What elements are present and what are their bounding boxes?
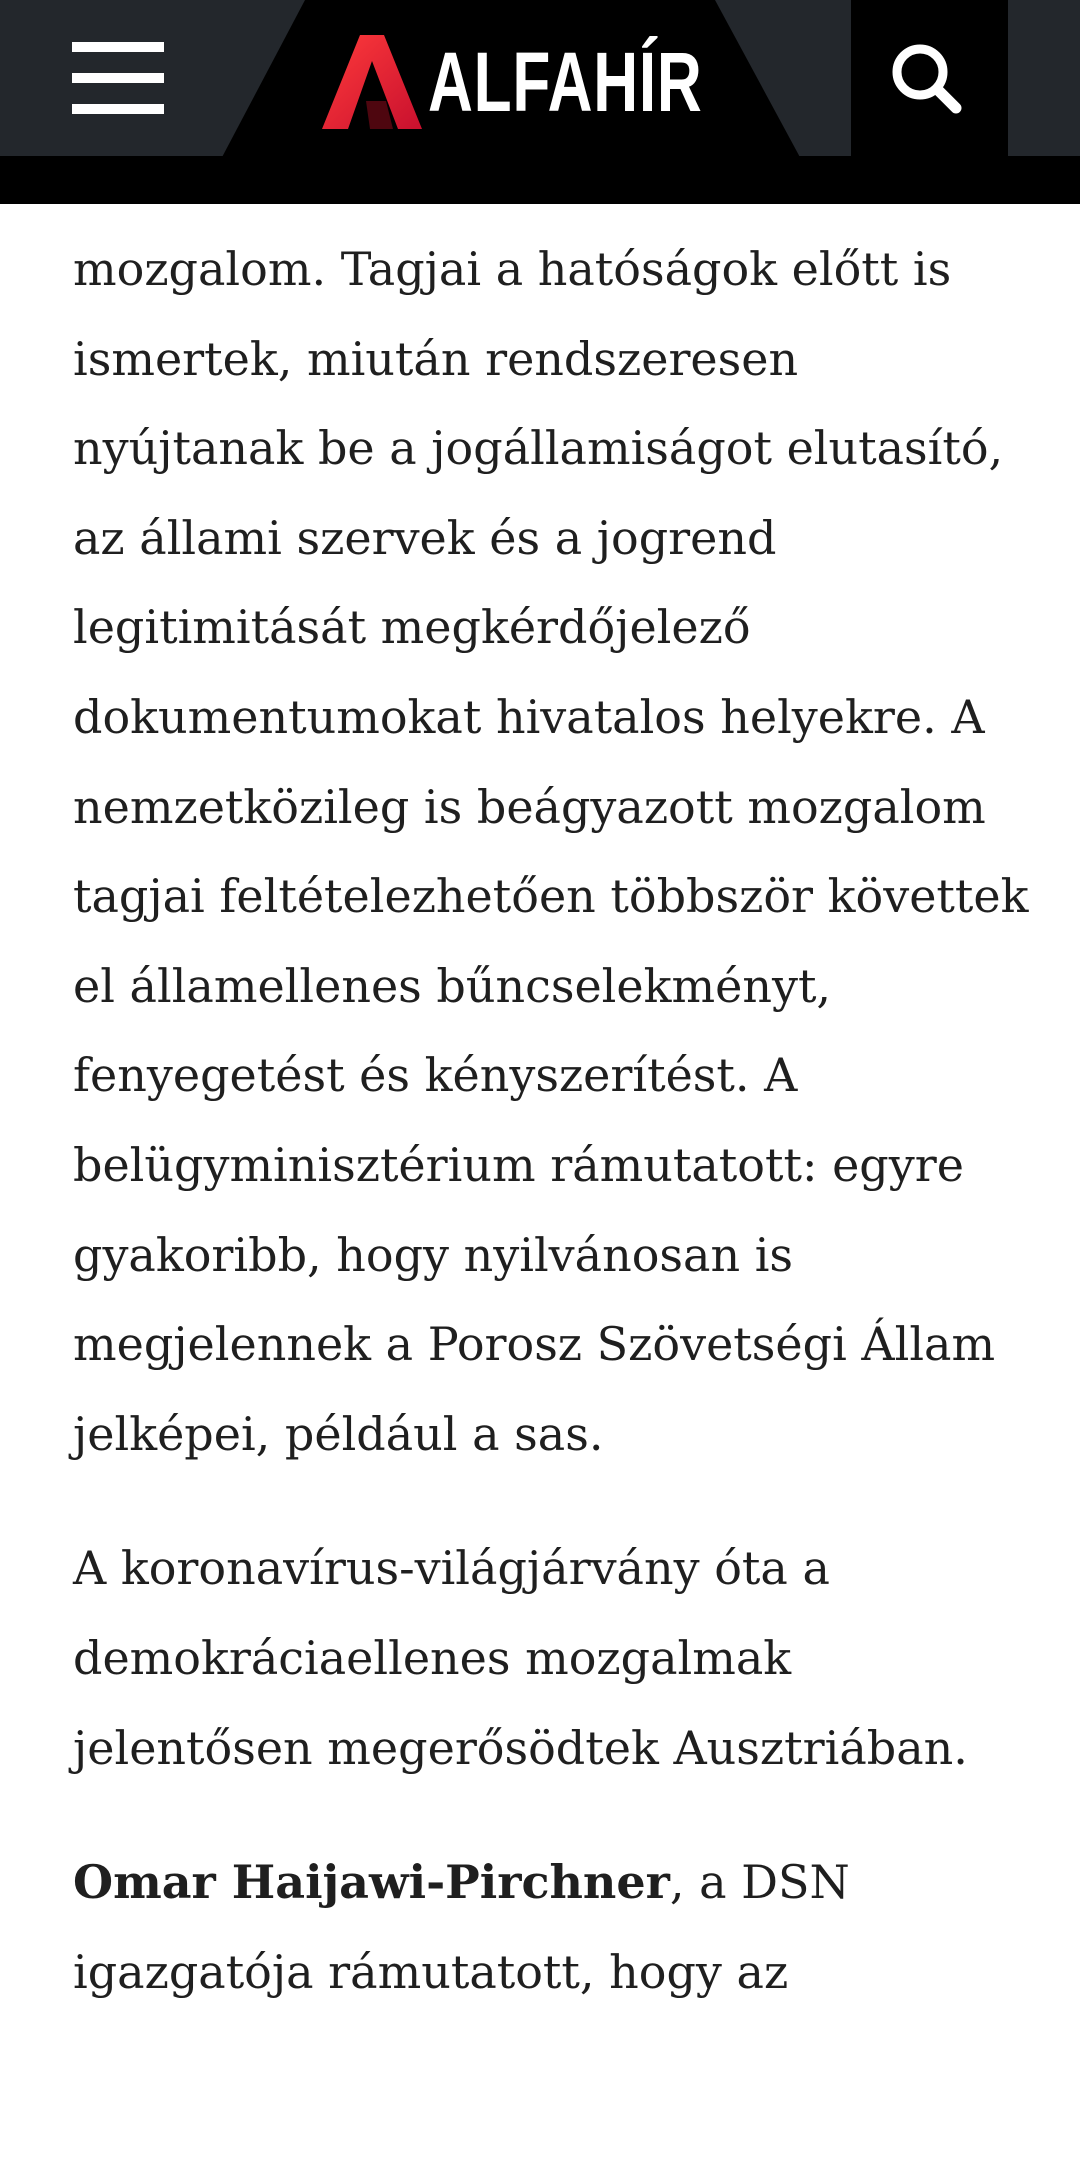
search-icon[interactable] xyxy=(880,36,976,120)
menu-bar-middle xyxy=(72,73,164,83)
hamburger-menu-icon[interactable] xyxy=(68,38,170,118)
article-paragraph-3 xyxy=(73,1838,1033,2017)
site-header xyxy=(0,0,1080,204)
person-name: Omar Haijawi-Pirchner xyxy=(73,1855,670,1910)
article-paragraph-3-text: , a DSN igazgatója rámutatott, hogy az xyxy=(73,1855,850,1999)
article-body xyxy=(73,225,1033,2062)
article-paragraph-2: A koronavírus-világjárvány óta a demokráciaellenes mozgalmak jelentősen megerősödtek Ausztriában. xyxy=(73,1541,968,1775)
alfahir-a-logo-icon xyxy=(322,35,422,129)
article-paragraph-1: mozgalom. Tagjai a hatóságok előtt is ismertek, miután rendszeresen nyújtanak be a jogállamiságot elutasító, az állami szervek és a jogrend legitimitását megkérdőjelező dokumentumokat hivatalos helyekre. A nemzetközileg is beágyazott mozgalom tagjai feltételezhetően többször követtek el államellenes bűncselekményt, fenyegetést és kényszerítést. A belügyminisztérium rámutatott: egyre gyakoribb, hogy nyilvánosan is megjelennek a Porosz Szövetségi Állam jelképei, például a sas. xyxy=(73,242,1029,1461)
logo-wordmark: ALFAHÍR xyxy=(428,35,703,129)
search-glyph xyxy=(880,36,976,120)
menu-bar-top xyxy=(72,42,164,52)
menu-bar-bottom xyxy=(72,104,164,114)
site-logo[interactable] xyxy=(322,34,799,130)
header-edge-panel xyxy=(1008,0,1080,156)
